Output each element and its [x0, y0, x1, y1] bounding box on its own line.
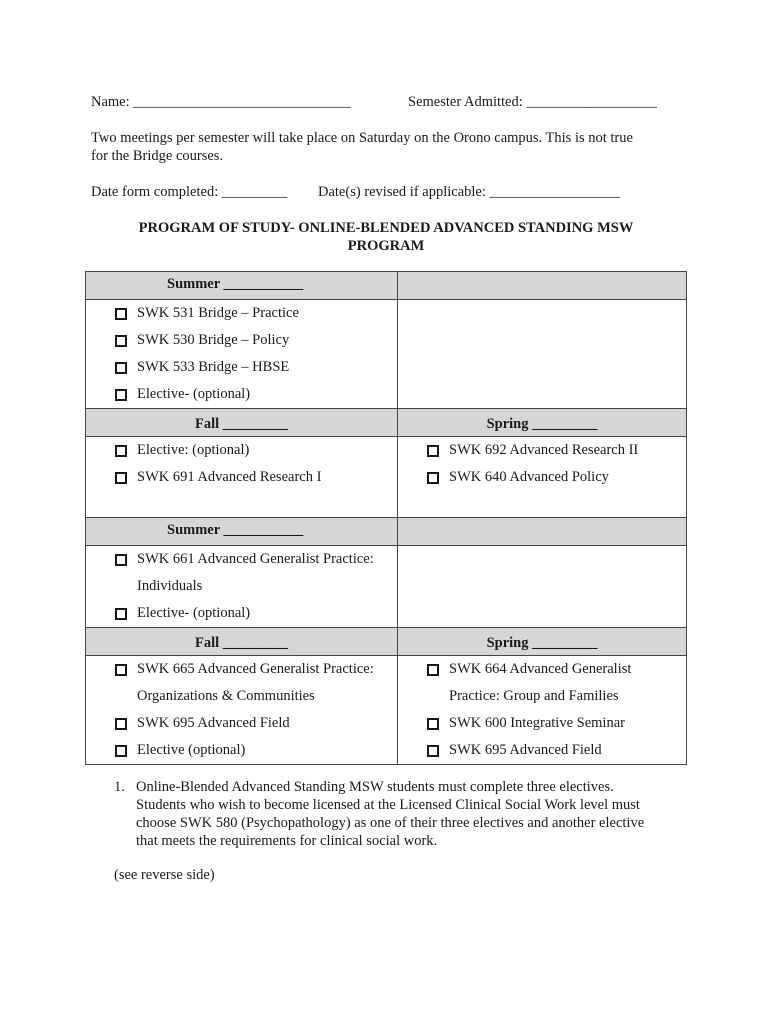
page-title-line2: PROGRAM — [347, 238, 425, 254]
list-item: Elective- (optional) — [115, 381, 397, 408]
checkbox[interactable] — [115, 389, 127, 401]
checkbox[interactable] — [427, 664, 439, 676]
note-line2: Students who wish to become licensed at the Licensed Clinical Social Work level must — [136, 797, 640, 813]
checkbox[interactable] — [427, 472, 439, 484]
see-reverse-text: (see reverse side) — [114, 867, 215, 883]
list-item: SWK 531 Bridge – Practice — [115, 300, 397, 327]
list-item: SWK 695 Advanced Field — [427, 737, 686, 764]
list-item: SWK 661 Advanced Generalist Practice: — [115, 546, 397, 573]
meetings-text-line2: for the Bridge courses. — [91, 148, 224, 164]
checkbox[interactable] — [115, 745, 127, 757]
semester-admitted-field[interactable]: Semester Admitted: __________________ — [408, 94, 657, 110]
checkbox[interactable] — [115, 335, 127, 347]
list-item: Elective: (optional) — [115, 437, 397, 464]
empty-header — [398, 518, 687, 546]
checkbox[interactable] — [115, 554, 127, 566]
note-line3: choose SWK 580 (Psychopathology) as one of their three electives and another elective — [136, 815, 645, 831]
checkbox[interactable] — [115, 308, 127, 320]
checkbox[interactable] — [427, 718, 439, 730]
spring1-header: Spring _________ — [398, 409, 687, 437]
list-item: SWK 533 Bridge – HBSE — [115, 354, 397, 381]
empty-cell — [398, 300, 687, 409]
list-item: SWK 664 Advanced Generalist — [427, 656, 686, 683]
note-line4: that meets the requirements for clinical social work. — [136, 833, 438, 849]
date-revised-field[interactable]: Date(s) revised if applicable: __________________ — [318, 184, 621, 200]
list-item-continued: Individuals — [137, 578, 203, 594]
checkbox[interactable] — [115, 608, 127, 620]
checkbox[interactable] — [115, 472, 127, 484]
checkbox[interactable] — [115, 445, 127, 457]
spring2-cell — [398, 656, 687, 765]
list-item: SWK 691 Advanced Research I — [115, 464, 397, 491]
list-item: Elective- (optional) — [115, 600, 397, 627]
meetings-text-line1: Two meetings per semester will take place on Saturday on the Orono campus. This is not true — [91, 130, 633, 146]
checkbox[interactable] — [115, 718, 127, 730]
note-number: 1. — [114, 779, 125, 795]
list-item: SWK 530 Bridge – Policy — [115, 327, 397, 354]
program-table — [85, 271, 687, 765]
list-item: SWK 695 Advanced Field — [115, 710, 397, 737]
checkbox[interactable] — [427, 445, 439, 457]
list-item-continued: Organizations & Communities — [137, 688, 315, 704]
summer1-cell — [86, 300, 398, 409]
note-line1: Online-Blended Advanced Standing MSW students must complete three electives. — [136, 779, 614, 795]
name-field[interactable]: Name: ______________________________ — [91, 94, 351, 110]
fall2-header: Fall _________ — [86, 628, 398, 656]
spring1-cell — [398, 437, 687, 518]
checkbox[interactable] — [115, 664, 127, 676]
summer2-cell — [86, 546, 398, 628]
checkbox[interactable] — [427, 745, 439, 757]
spring2-header: Spring _________ — [398, 628, 687, 656]
list-item: SWK 640 Advanced Policy — [427, 464, 686, 491]
fall1-header: Fall _________ — [86, 409, 398, 437]
date-completed-field[interactable]: Date form completed: _________ — [91, 184, 288, 200]
page-title-line1: PROGRAM OF STUDY- ONLINE-BLENDED ADVANCED STANDING MSW — [138, 220, 634, 236]
list-item: SWK 692 Advanced Research II — [427, 437, 686, 464]
list-item: Elective (optional) — [115, 737, 397, 764]
list-item: SWK 665 Advanced Generalist Practice: — [115, 656, 397, 683]
list-item: SWK 600 Integrative Seminar — [427, 710, 686, 737]
summer2-header: Summer ___________ — [86, 518, 398, 546]
checkbox[interactable] — [115, 362, 127, 374]
empty-cell — [398, 546, 687, 628]
empty-header — [398, 272, 687, 300]
summer1-header: Summer ___________ — [86, 272, 398, 300]
electives-note — [114, 778, 674, 850]
fall2-cell — [86, 656, 398, 765]
list-item-continued: Practice: Group and Families — [449, 688, 619, 704]
fall1-cell — [86, 437, 398, 518]
